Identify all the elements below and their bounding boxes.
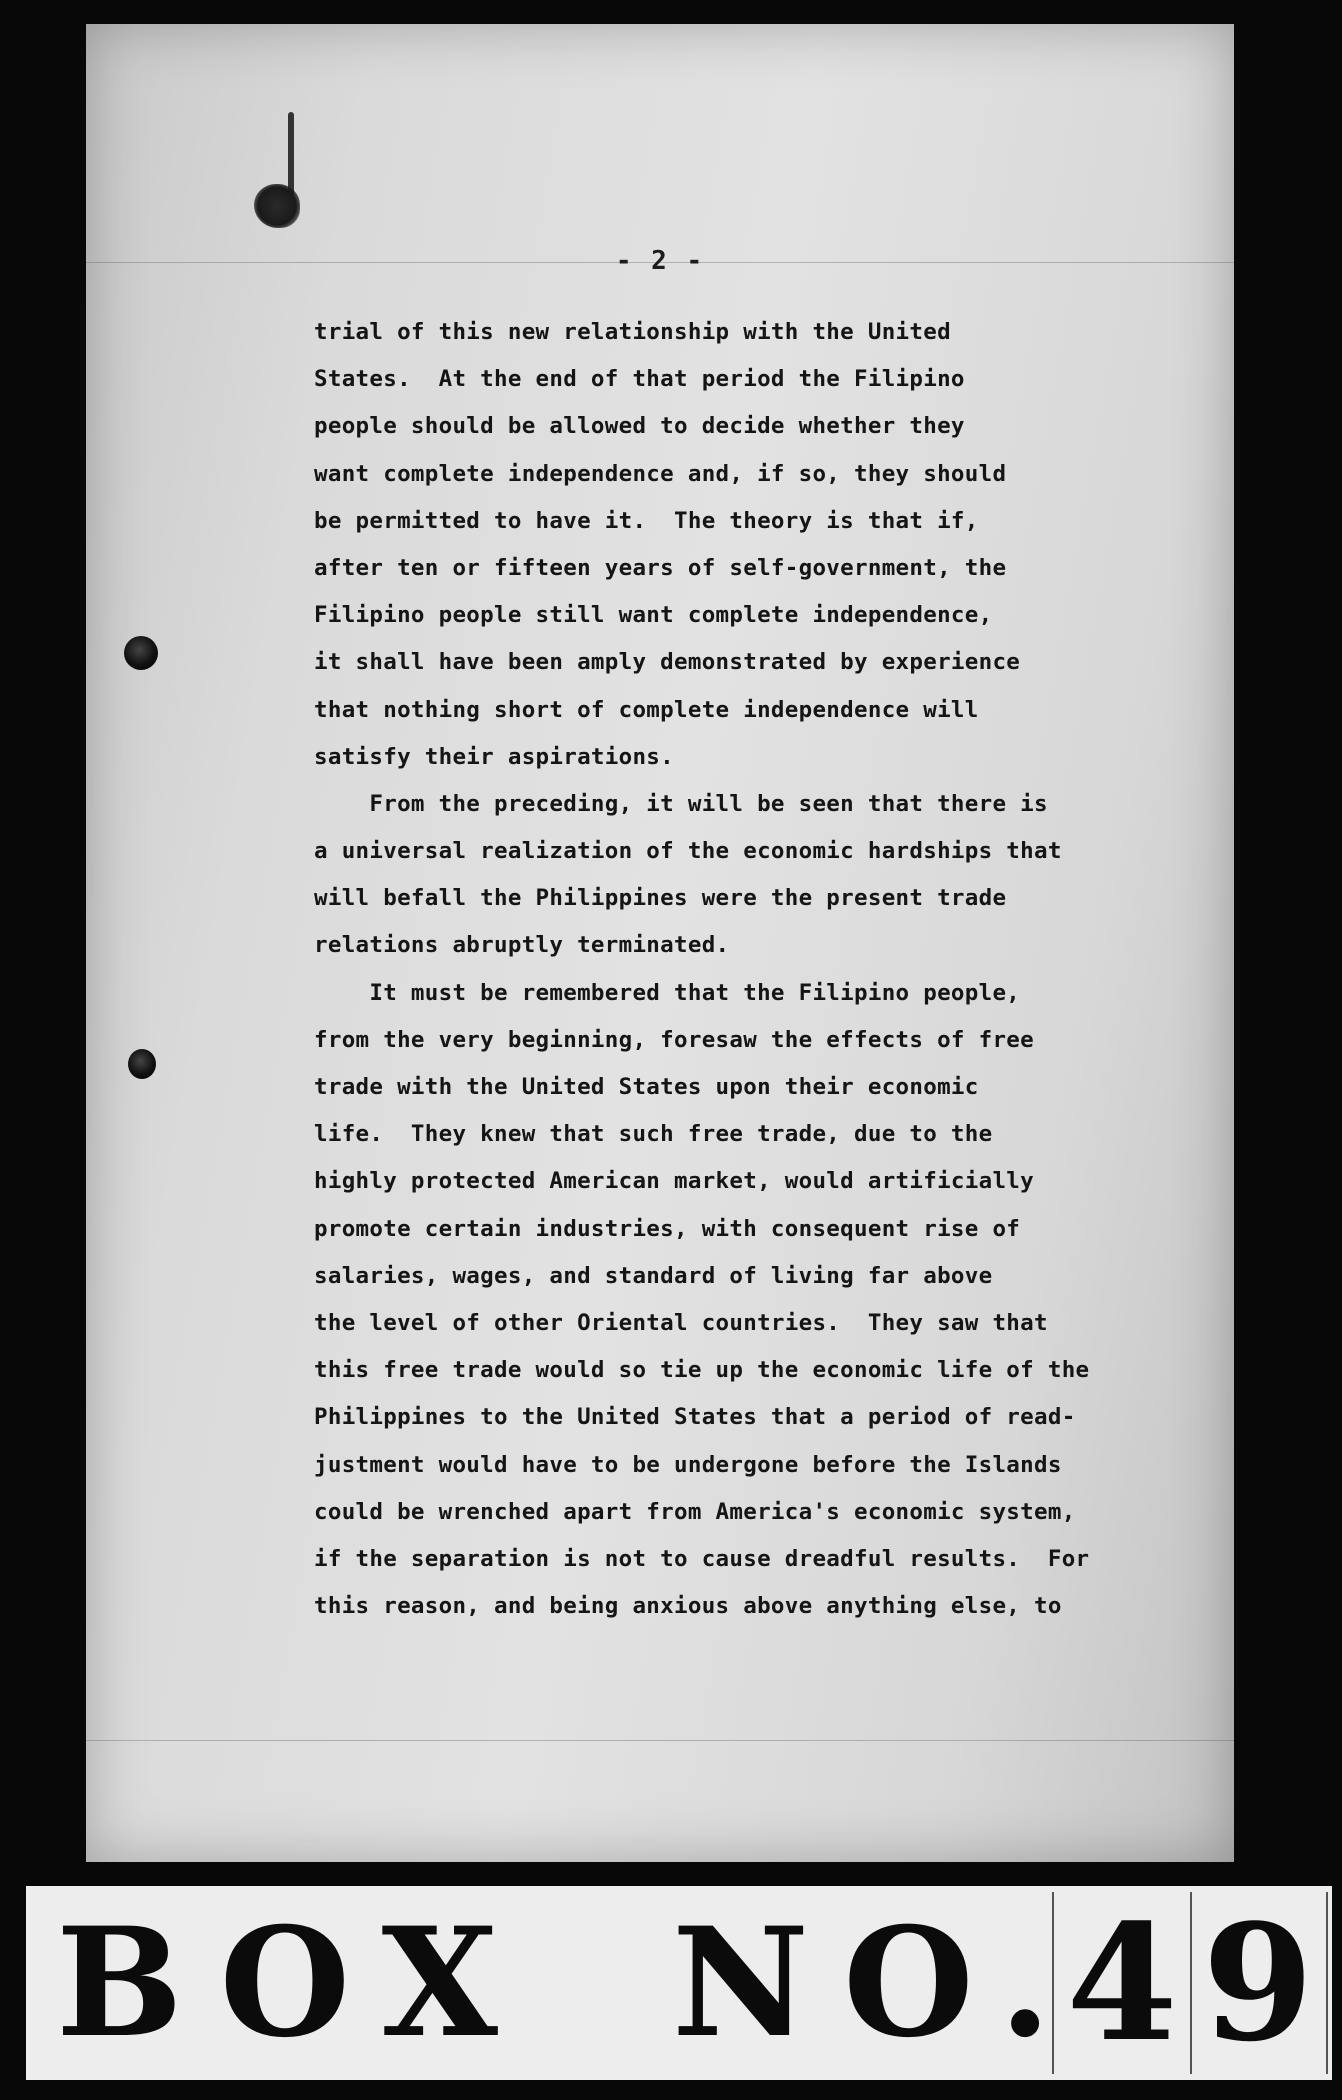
page-rule-bottom	[86, 1740, 1234, 1741]
text-line: people should be allowed to decide whether they	[314, 413, 965, 440]
text-line: Filipino people still want complete independence,	[314, 602, 993, 629]
ink-stain	[254, 184, 300, 228]
text-line: salaries, wages, and standard of living far above	[314, 1262, 993, 1289]
text-line: life. They knew that such free trade, due to the	[314, 1121, 993, 1148]
text-line: that nothing short of complete independence will	[314, 696, 979, 723]
text-line: want complete independence and, if so, they should	[314, 460, 1007, 487]
text-line: promote certain industries, with consequent rise of	[314, 1215, 1021, 1242]
text-line: this reason, and being anxious above anything else, to	[314, 1593, 1062, 1620]
text-line: this free trade would so tie up the economic life of the	[314, 1357, 1090, 1384]
text-line: be permitted to have it. The theory is that if,	[314, 507, 979, 534]
text-line: It must be remembered that the Filipino people,	[314, 979, 1021, 1006]
text-line: a universal realization of the economic hardships that	[314, 838, 1062, 865]
text-line: trial of this new relationship with the United	[314, 319, 951, 345]
text-line: highly protected American market, would artificially	[314, 1168, 1034, 1195]
stencil-box-word: BOX	[56, 1895, 532, 2071]
text-line: relations abruptly terminated.	[314, 932, 730, 959]
text-line: it shall have been amply demonstrated by experience	[314, 649, 1021, 676]
punch-hole-upper	[124, 636, 158, 670]
typed-body-text	[314, 309, 1214, 1630]
text-line: States. At the end of that period the Filipino	[314, 366, 965, 393]
text-line: if the separation is not to cause dreadful results. For	[314, 1545, 1090, 1572]
text-line: after ten or fifteen years of self-government, the	[314, 554, 1007, 581]
text-line: the level of other Oriental countries. They saw that	[314, 1309, 1048, 1336]
stencil-digit-second: 9	[1190, 1892, 1328, 2074]
text-line: from the very beginning, foresaw the effects of free	[314, 1026, 1034, 1053]
text-line: trade with the United States upon their economic	[314, 1074, 979, 1100]
document-page	[86, 24, 1234, 1862]
punch-hole-lower	[128, 1049, 156, 1079]
box-number-label	[26, 1886, 1332, 2080]
text-line: will befall the Philippines were the present trade	[314, 885, 1007, 912]
text-line: Philippines to the United States that a period of read-	[314, 1404, 1076, 1431]
ink-stain-drip	[288, 112, 294, 196]
text-line: From the preceding, it will be seen that there is	[314, 790, 1048, 817]
text-line: satisfy their aspirations.	[314, 743, 674, 770]
text-line: justment would have to be undergone before the Islands	[314, 1451, 1062, 1478]
stencil-digit-first: 4	[1052, 1892, 1192, 2074]
page-number: - 2 -	[615, 246, 705, 276]
text-line: could be wrenched apart from America's economic system,	[314, 1498, 1076, 1525]
stencil-no-word: NO.	[672, 1895, 1086, 2071]
